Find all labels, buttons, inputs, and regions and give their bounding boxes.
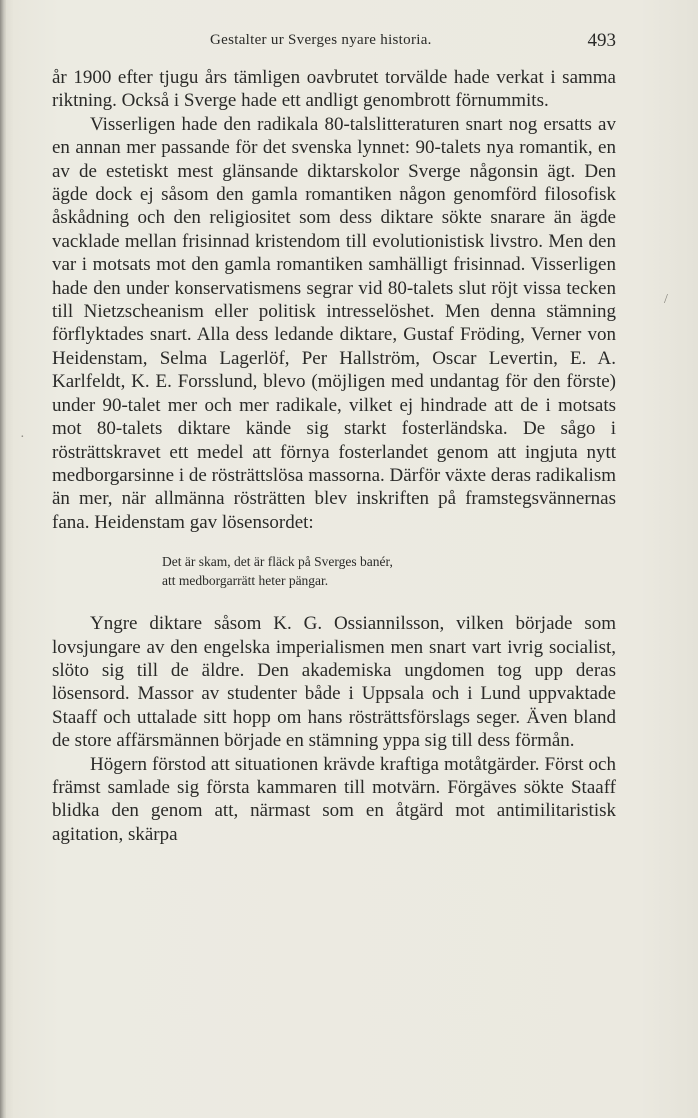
page-spine-shadow bbox=[0, 0, 6, 1118]
body-text bbox=[52, 66, 616, 846]
page-number: 493 bbox=[587, 30, 616, 51]
page-header bbox=[52, 30, 618, 54]
quote-line: att medborgarrätt heter pängar. bbox=[162, 573, 329, 589]
quote-line: Det är skam, det är fläck på Sverges banér, bbox=[162, 554, 393, 570]
margin-tick-mark: · bbox=[20, 430, 25, 445]
paragraph: Yngre diktare såsom K. G. Ossiannilsson, vilken började som lovsjungare av den engelska imperialismen men snart vart ivrig socialist, slöto sig till de äldre. Den akademiska ungdomen tog upp deras lösensord. Massor av studenter både i Uppsala och i Lund uppvaktade Staaff och uttalade sitt hopp om hans rösträttsförslags seger. Även bland de store affärsmännen började en stämning yppa sig till dess förmån. bbox=[52, 613, 616, 752]
paragraph: Visserligen hade den radikala 80-talslitteraturen snart nog ersatts av en annan mer passande för det svenska lynnet: 90-talets nya romantik, en av de estetiskt mest glänsande diktarskolor Sverge någonsin ägt. Den ägde dock ej såsom den gamla romantiken någon genomförd filosofisk åskådning och den religiositet som dess diktare sökte snarare än ägde vacklade mellan frisinnad kristendom till evolutionistisk livstro. Men den var i motsats mot den gamla romantiken samhälligt frisinnad. Visserligen hade den under konservatismens segrar vid 80-talets slut röjt vissa tecken till Nietzscheanism eller politisk intresselöshet. Men denna stämning förflyktades snart. Alla dess ledande diktare, Gustaf Fröding, Verner von Heidenstam, Selma Lagerlöf, Per Hallström, Oscar Levertin, E. A. Karlfeldt, K. E. Forsslund, blevo (möjligen med undantag för den förste) under 90-talet mer och mer radikale, vilket ej hindrade att de i motsats mot 80-talets diktare kände sig starkt fosterländska. De sågo i rösträttskravet ett medel att förnya fosterlandet genom att ingjuta nytt medborgarsinne i de rösträttslösa massorna. Därför växte deras radikalism än mer, när allmänna rösträtten blev inskriften på framstegsvännernas fana. Heidenstam gav lösensordet: bbox=[52, 113, 616, 533]
paragraph: Högern förstod att situationen krävde kraftiga motåtgärder. Först och främst samlade sig första kammaren till motvärn. Förgäves sökte Staaff blidka den genom att, närmast som en åtgärd mot antimilitaristisk agitation, skärpa bbox=[52, 753, 616, 845]
verse-quote bbox=[52, 552, 616, 590]
paragraph-continued: år 1900 efter tjugu års tämligen oavbrutet torvälde hade verkat i samma riktning. Också i Sverge hade ett andligt genombrott förnummits. bbox=[52, 67, 616, 112]
running-title: Gestalter ur Sverges nyare historia. bbox=[210, 32, 432, 48]
margin-tick-mark: / bbox=[664, 292, 668, 307]
